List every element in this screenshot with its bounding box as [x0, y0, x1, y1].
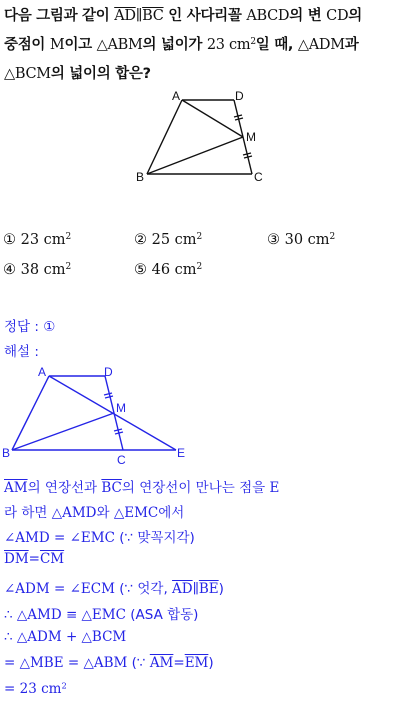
exp-label-m: M: [116, 401, 126, 415]
triangle-abm: △ABM: [96, 37, 143, 53]
side-cd: CD: [326, 8, 349, 24]
choice-2[interactable]: ② 25 $cm^2$: [134, 232, 203, 248]
exp-label-b: B: [2, 446, 11, 460]
explanation-step-3: ∠AMD = ∠EMC (∵ 맞꼭지각): [4, 530, 195, 546]
segment-bc: $\overline{BC}$: [142, 8, 164, 24]
answer-value: ①: [43, 319, 56, 335]
explanation-step-9: = 23 $cm^2$: [4, 680, 67, 697]
choice-3[interactable]: ③ 30 $cm^2$: [267, 232, 336, 248]
explanation-step-8: = △MBE = △ABM (∵ $\overline{AM}=\overline{EM}$): [4, 655, 214, 671]
explanation-step-4: $\overline{DM}=\overline{CM}$: [4, 551, 65, 567]
exp-label-a: A: [38, 365, 47, 379]
trapezoid-figure: [0, 0, 400, 200]
parallel-symbol: ∥: [135, 8, 143, 24]
explanation-label: 해설 :: [4, 344, 39, 360]
explanation-step-6: ∴ △AMD ≡ △EMC (ASA 합동): [4, 607, 199, 623]
exp-label-c: C: [117, 453, 126, 467]
choice-1[interactable]: ① 23 $cm^2$: [3, 232, 72, 248]
choice-5[interactable]: ⑤ 46 $cm^2$: [134, 262, 203, 278]
label-b: B: [136, 170, 145, 184]
question-text: 의: [348, 8, 363, 24]
label-d: D: [235, 89, 244, 103]
answer-line: [4, 315, 55, 335]
trapezoid-name: ABCD: [246, 8, 290, 24]
explanation-figure: [0, 360, 400, 470]
question-text: 중점이: [4, 37, 46, 53]
question-text: 이고: [64, 37, 92, 53]
explanation-step-7: ∴ △ADM + △BCM: [4, 629, 127, 645]
explanation-step-2: 라 하면 △AMD와 △EMC에서: [4, 505, 185, 521]
area-value: 23 $cm^2$: [206, 37, 256, 53]
choice-4[interactable]: ④ 38 $cm^2$: [3, 262, 72, 278]
triangle-bcm: △BCM: [4, 66, 51, 82]
question-text: 의 넓이가: [142, 37, 203, 53]
explanation-step-1: $\overline{AM}$의 연장선과 $\overline{BC}$의 연장선이 만나는 점을 E: [4, 480, 280, 496]
label-c: C: [254, 170, 263, 184]
label-m: M: [246, 130, 256, 144]
question-text: 의 넓이의 합은?: [50, 66, 151, 82]
question-text: 일 때,: [255, 37, 294, 53]
triangle-adm: △ADM: [297, 37, 345, 53]
question-text: 의 변: [289, 8, 322, 24]
exp-label-d: D: [104, 365, 113, 379]
question-text: 인 사다리꼴: [168, 8, 242, 24]
answer-label: 정답 :: [4, 319, 39, 335]
explanation-step-5: ∠ADM = ∠ECM (∵ 엇각, $\overline{AD}\parallel\overline{BE}$): [4, 581, 224, 597]
segment-ad: $\overline{AD}$: [114, 8, 136, 24]
question-text: 과: [344, 37, 359, 53]
exp-label-e: E: [177, 446, 186, 460]
label-a: A: [172, 89, 181, 103]
question-text: 다음 그림과 같이: [4, 8, 110, 24]
midpoint-m: M: [49, 37, 65, 53]
